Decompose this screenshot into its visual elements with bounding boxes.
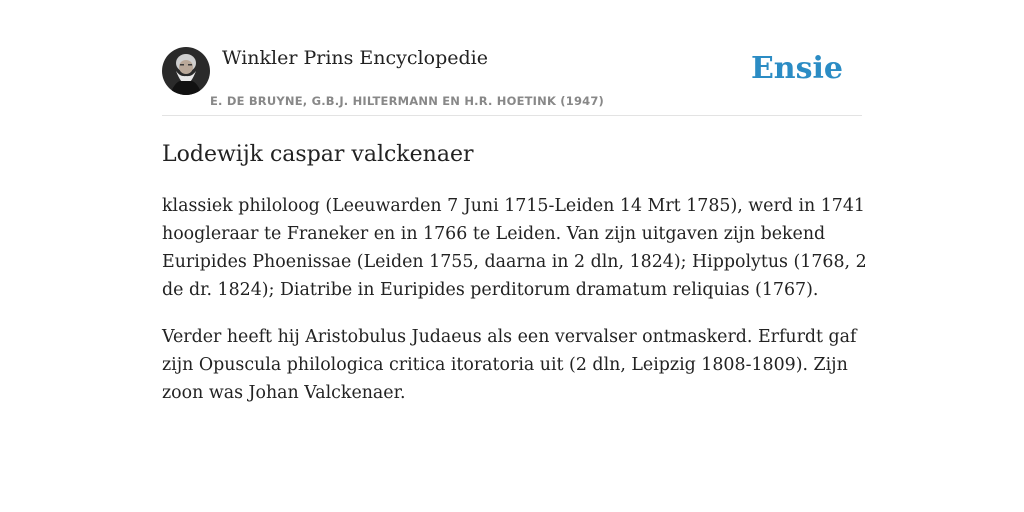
article-page — [162, 0, 867, 512]
article-paragraph: Verder heeft hij Aristobulus Judaeus als een vervalser ontmaskerd. Erfurdt gaf zijn Opuscula philologica critica itoratoria uit (2 dln, Leipzig 1808-1809). Zijn zoon was Johan Valckenaer. — [162, 327, 857, 403]
source-header — [162, 0, 862, 116]
article-title: Lodewijk caspar valckenaer — [162, 142, 474, 167]
author-avatar[interactable] — [162, 47, 210, 95]
ensie-logo-link[interactable]: Ensie — [750, 51, 843, 86]
bearded-man-portrait-icon — [162, 47, 210, 95]
source-title[interactable]: Winkler Prins Encyclopedie — [222, 47, 488, 69]
source-authors: E. DE BRUYNE, G.B.J. HILTERMANN EN H.R. HOETINK (1947) — [210, 94, 605, 108]
article-paragraph: klassiek philoloog (Leeuwarden 7 Juni 1715-Leiden 14 Mrt 1785), werd in 1741 hoogleraar te Franeker en in 1766 te Leiden. Van zijn uitgaven zijn bekend Euripides Phoenissae (Leiden 1755, daarna in 2 dln, 1824); Hippolytus (1768, 2 de dr. 1824); Diatribe in Euripides perditorum dramatum reliquias (1767). — [162, 196, 867, 300]
